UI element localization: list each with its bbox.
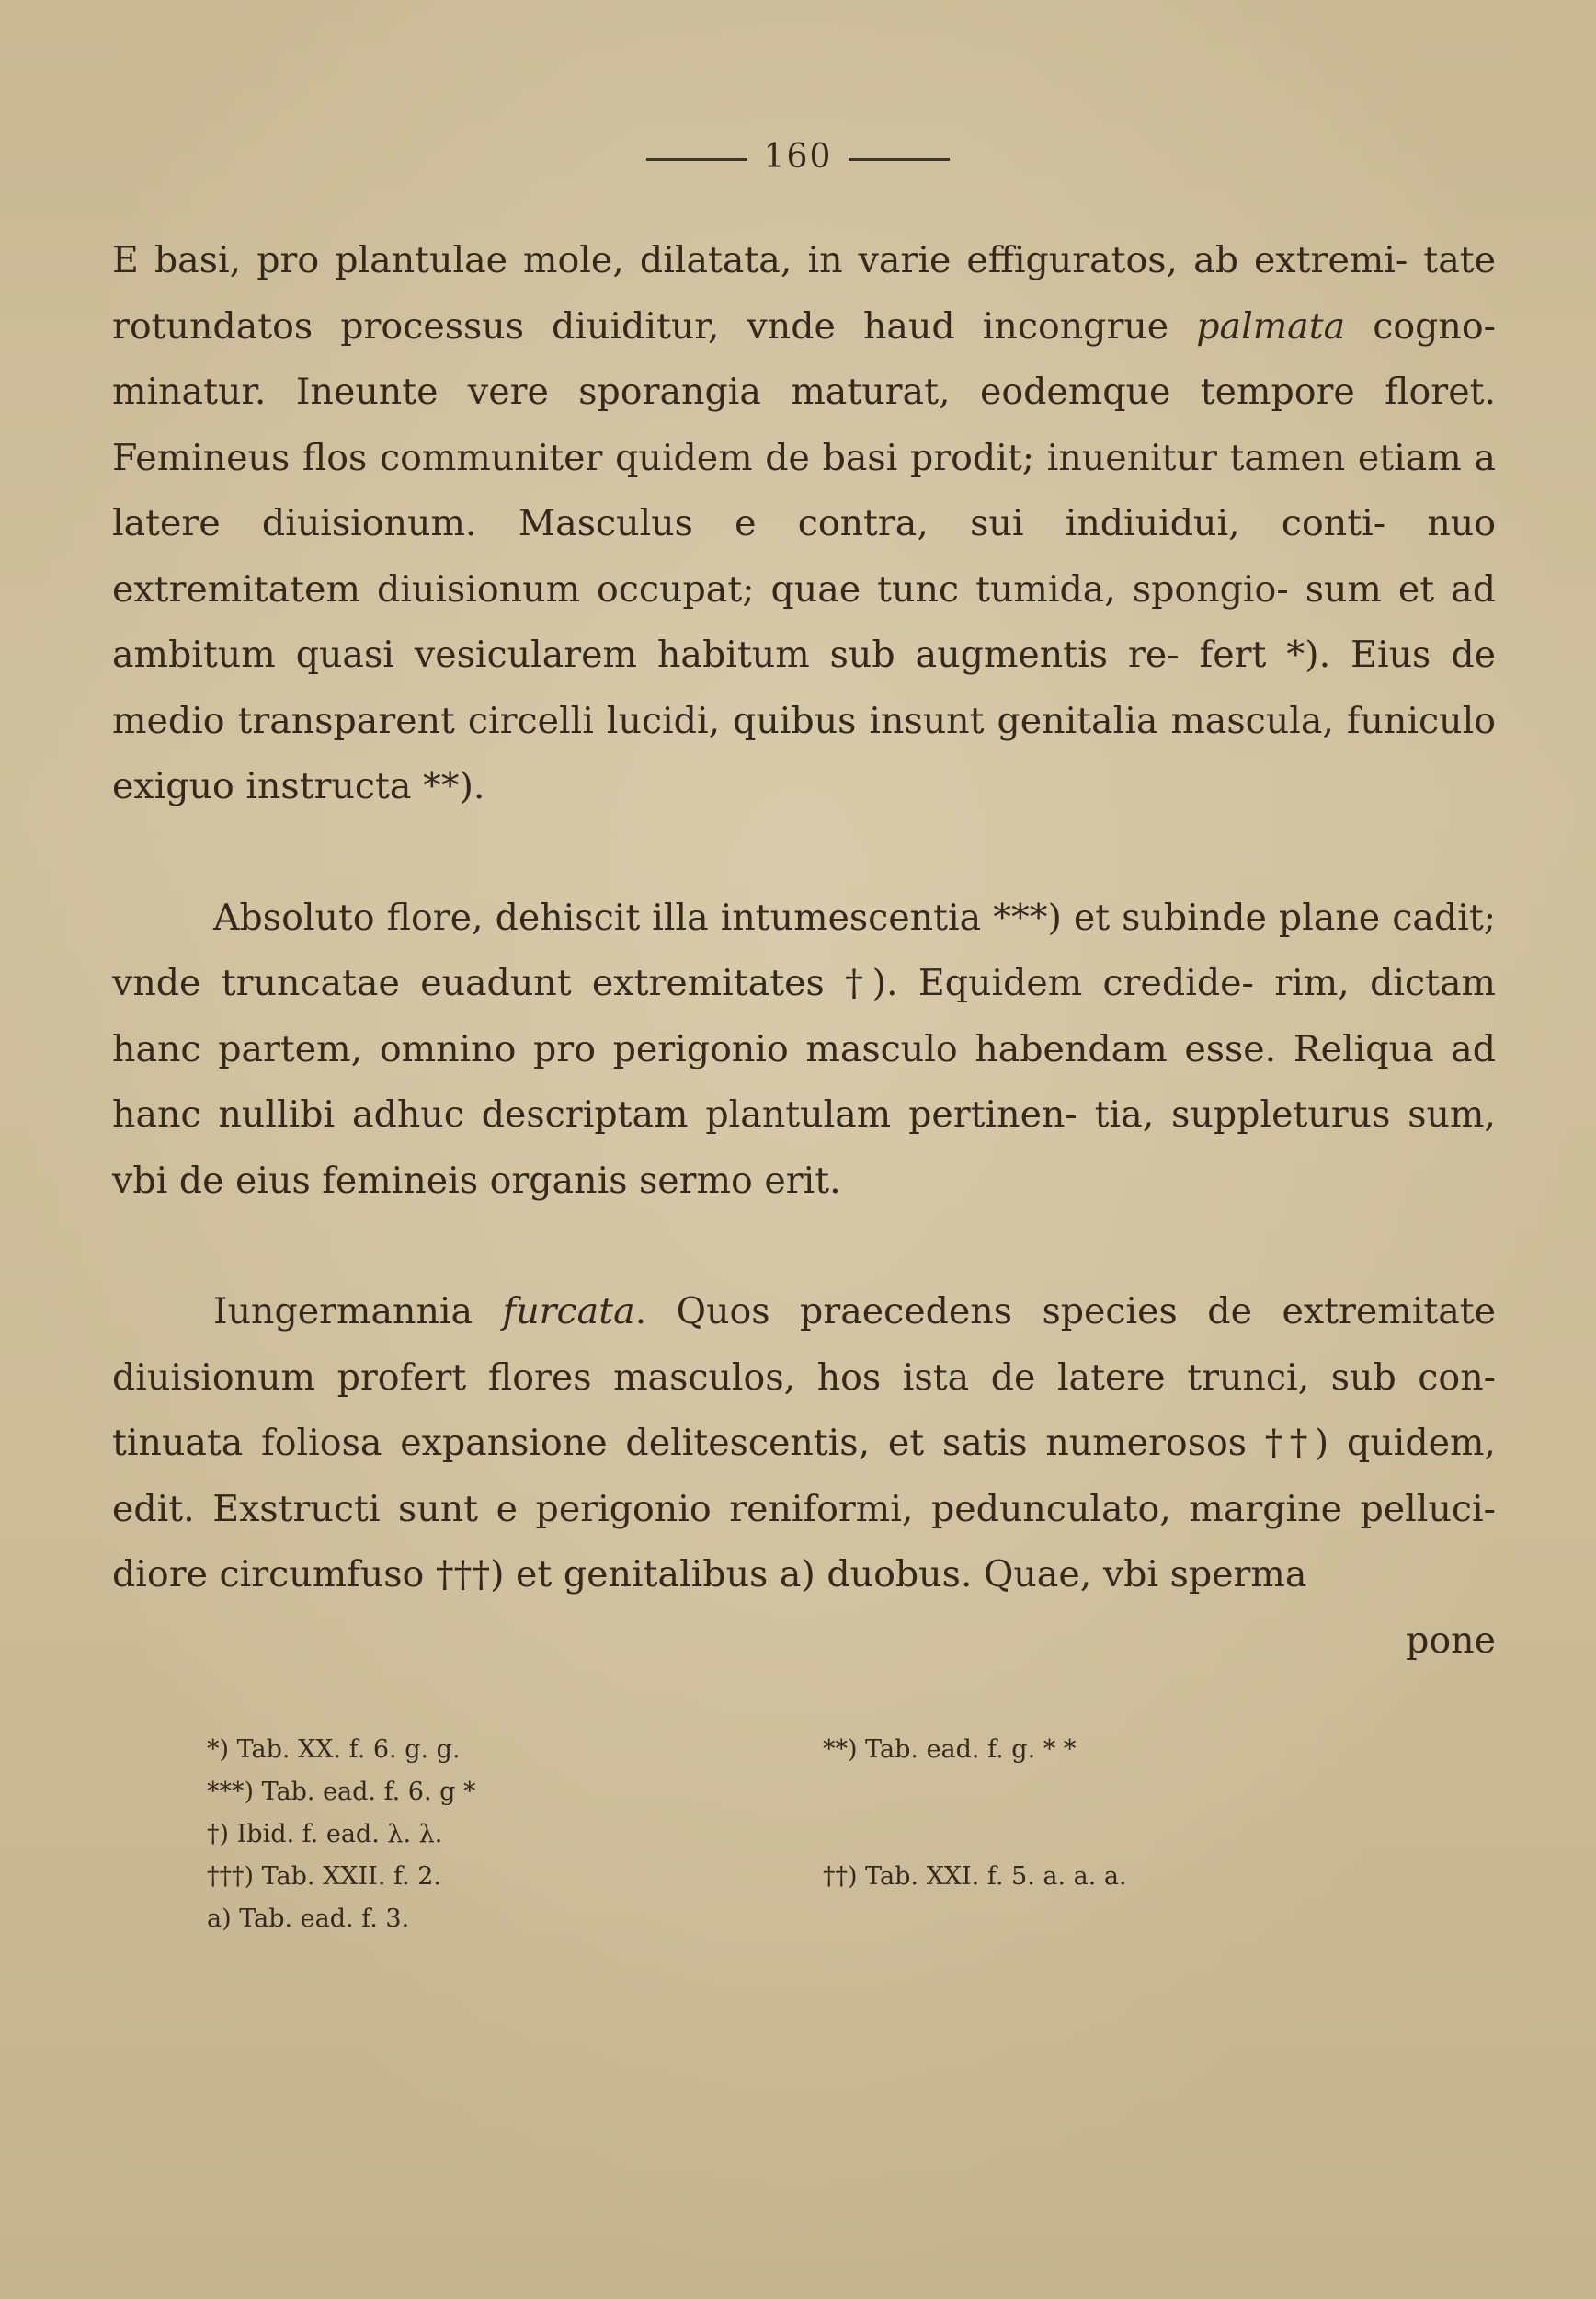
page-number: 160	[763, 138, 833, 176]
text-line: tate rotundatos processus diuiditur, vnde haud incongrue palmata cogno-	[112, 239, 1497, 348]
text-line: diore circumfuso †††) et genitalibus a) duobus. Quae, vbi sperma	[112, 1553, 1307, 1596]
catchword	[112, 1608, 1496, 1675]
footnotes-left-column	[207, 1729, 795, 1940]
text-line: nuo extremitatem diuisionum occupat; quae tunc tumida, spongio-	[112, 502, 1496, 611]
body-text	[112, 228, 1496, 1674]
text-line: cadit; vnde truncatae euadunt extremitates †). Equidem credide-	[112, 896, 1497, 1004]
text-line: fert *). Eius de medio transparent circelli lucidi, quibus insunt	[112, 634, 1496, 742]
footnotes-right-column	[823, 1729, 1338, 1898]
footnote: ††) Tab. XXI. f. 5. a. a. a.	[823, 1862, 1127, 1891]
footnote: †††) Tab. XXII. f. 2.	[207, 1862, 441, 1891]
text-line: rim, dictam hanc partem, omnino pro perigonio masculo habendam	[112, 962, 1496, 1070]
italic-term: palmata	[1196, 304, 1346, 348]
paragraph-1	[112, 228, 1496, 820]
text-line: E basi, pro plantulae mole, dilatata, in varie effiguratos, ab extremi-	[112, 239, 1408, 281]
text-line: diuisionum profert flores masculos, hos ista de latere trunci, sub con-	[112, 1355, 1496, 1399]
text-line: Iungermannia furcata. Quos praecedens species de extremitate	[213, 1290, 1497, 1333]
italic-term: furcata	[502, 1290, 635, 1333]
text-line: edit. Exstructi sunt e perigonio reniformi, pedunculato, margine pelluci-	[112, 1487, 1496, 1530]
text-line: Femineus flos communiter quidem de basi prodit; inuenitur tamen	[112, 436, 1346, 479]
text-line: Absoluto flore, dehiscit illa intumescentia ***) et subinde plane	[213, 896, 1381, 939]
paragraph-3	[112, 1279, 1496, 1608]
footnote: ***) Tab. ead. f. 6. g *	[207, 1778, 476, 1806]
paragraph-2	[112, 886, 1496, 1215]
text-line: genitalia mascula, funiculo exiguo instructa **).	[112, 699, 1496, 807]
text-line: minatur. Ineunte vere sporangia maturat, eodemque tempore floret.	[112, 371, 1496, 413]
header-rule-right	[849, 158, 950, 161]
text-line: etiam a latere diuisionum. Masculus e contra, sui indiuidui, conti-	[112, 436, 1496, 544]
footnote: **) Tab. ead. f. g. * *	[823, 1735, 1077, 1764]
footnote: *) Tab. XX. f. 6. g. g.	[207, 1735, 461, 1764]
catchword-text: pone	[1406, 1618, 1496, 1662]
footnote: a) Tab. ead. f. 3.	[207, 1904, 410, 1933]
text-line: sum et ad ambitum quasi vesicularem habitum sub augmentis re-	[112, 567, 1496, 676]
header-rule-left	[646, 158, 747, 161]
text-line: tinuata foliosa expansione delitescentis, et satis numerosos ††) quidem,	[112, 1422, 1496, 1464]
page-number-header	[0, 138, 1596, 176]
footnote: †) Ibid. f. ead. λ. λ.	[207, 1820, 443, 1848]
text-line: esse. Reliqua ad hanc nullibi adhuc descriptam plantulam pertinen-	[112, 1027, 1496, 1136]
text-line: tia, suppleturus sum, vbi de eius femineis organis sermo erit.	[112, 1093, 1496, 1202]
